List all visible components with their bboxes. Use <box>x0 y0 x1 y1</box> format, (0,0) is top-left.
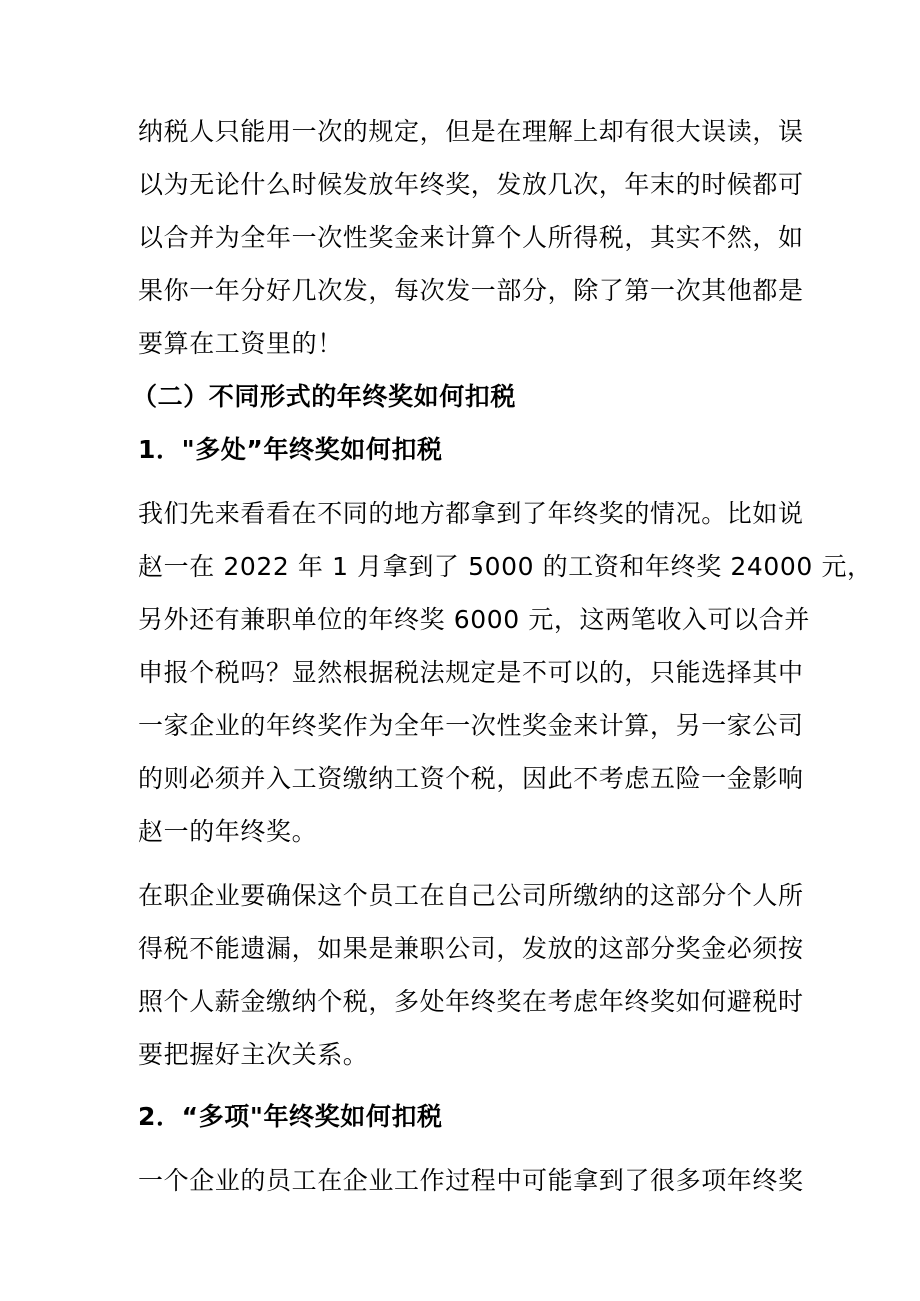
paragraph-4-line-1: 一个企业的员工在企业工作过程中可能拿到了很多项年终奖 <box>138 1166 804 1195</box>
paragraph-2-line-5: 一家企业的年终奖作为全年一次性奖金来计算，另一家公司 <box>138 711 804 740</box>
paragraph-1-line-3: 以合并为全年一次性奖金来计算个人所得税，其实不然，如 <box>138 223 804 252</box>
paragraph-3-line-4: 要把握好主次关系。 <box>138 1040 369 1069</box>
paragraph-3-line-1: 在职企业要确保这个员工在自己公司所缴纳的这部分个人所 <box>138 881 804 910</box>
paragraph-2-line-7: 赵一的年终奖。 <box>138 817 318 846</box>
paragraph-2-line-4: 申报个税吗？显然根据税法规定是不可以的，只能选择其中 <box>138 658 804 687</box>
paragraph-1-line-2: 以为无论什么时候发放年终奖，发放几次，年末的时候都可 <box>138 170 804 199</box>
paragraph-2-line-1: 我们先来看看在不同的地方都拿到了年终奖的情况。比如说 <box>138 499 804 528</box>
paragraph-2-line-6: 的则必须并入工资缴纳工资个税，因此不考虑五险一金影响 <box>138 764 804 793</box>
section-heading: （二）不同形式的年终奖如何扣税 <box>132 382 517 411</box>
paragraph-2-line-3: 另外还有兼职单位的年终奖 6000 元，这两笔收入可以合并 <box>138 605 810 634</box>
sub-heading-1: 1．"多处”年终奖如何扣税 <box>138 435 443 464</box>
paragraph-3-line-3: 照个人薪金缴纳个税，多处年终奖在考虑年终奖如何避税时 <box>138 987 804 1016</box>
paragraph-1-line-4: 果你一年分好几次发，每次发一部分，除了第一次其他都是 <box>138 276 804 305</box>
paragraph-1-line-1: 纳税人只能用一次的规定，但是在理解上却有很大误读，误 <box>138 117 804 146</box>
paragraph-3-line-2: 得税不能遗漏，如果是兼职公司，发放的这部分奖金必须按 <box>138 934 804 963</box>
sub-heading-2: 2．“多项"年终奖如何扣税 <box>138 1102 443 1131</box>
paragraph-2-line-2: 赵一在 2022 年 1 月拿到了 5000 的工资和年终奖 24000 元， <box>138 552 873 581</box>
paragraph-1-line-5: 要算在工资里的！ <box>138 329 343 358</box>
